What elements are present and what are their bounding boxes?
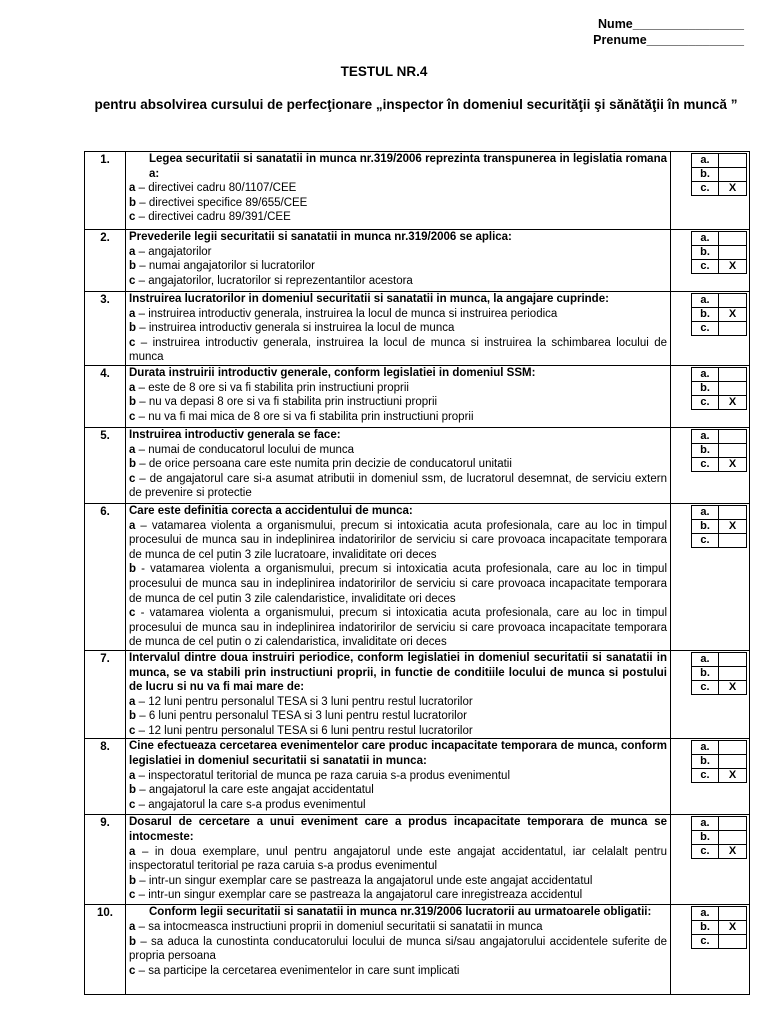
option-text: – numai de conducatorul locului de munca bbox=[135, 443, 355, 456]
answer-mark-box[interactable]: X bbox=[719, 395, 747, 409]
prenume-field[interactable]: Prenume______________ bbox=[593, 33, 744, 47]
answer-mark-box[interactable] bbox=[719, 652, 747, 666]
option-text: - vatamarea violenta a organismului, precum si intoxicatia acuta profesionala, care au loc in timpul procesului de munca sau in indeplinirea indatoririlor de serviciu si care provoaca incapacitate temporara de munca de cel putin o zi calendaristica, invaliditate ori deces bbox=[129, 607, 667, 649]
option-letter: b bbox=[129, 396, 137, 409]
answer-row bbox=[692, 443, 747, 457]
question-body bbox=[126, 427, 671, 503]
question-body bbox=[126, 503, 671, 650]
question-row bbox=[85, 739, 750, 815]
question-body bbox=[126, 230, 671, 292]
option-letter: c bbox=[129, 410, 136, 423]
answer-row bbox=[692, 260, 747, 274]
question-row bbox=[85, 427, 750, 503]
answer-mark-box[interactable]: X bbox=[719, 769, 747, 783]
option-text: – instruirea introductiv generala, instruirea la locul de munca si instruirea la schimbarea locului de munca bbox=[129, 336, 667, 364]
question-text: Intervalul dintre doua instruiri periodice, conform legislatiei in domeniul securitatii si sanatatii in munca, se va stabili prin instructiuni proprii, in functie de conditiile locului de munca si postului de lucru si nu va fi mai mare de: bbox=[129, 651, 667, 694]
option-b bbox=[129, 395, 667, 410]
answer-cell bbox=[671, 650, 750, 739]
question-row bbox=[85, 152, 750, 230]
answer-letter: b. bbox=[692, 381, 719, 395]
option-letter: b bbox=[129, 196, 137, 209]
answer-grid bbox=[691, 652, 747, 695]
answer-mark-box[interactable] bbox=[719, 666, 747, 680]
option-text: – directivei cadru 89/391/CEE bbox=[135, 211, 291, 224]
answer-mark-box[interactable] bbox=[719, 322, 747, 336]
question-body bbox=[126, 292, 671, 366]
option-text: – de angajatorul care si-a asumat atributii in domeniul ssm, de lucratorul desemnat, de serviciu extern de prevenire si protectie bbox=[129, 472, 667, 500]
answer-mark-box[interactable]: X bbox=[719, 457, 747, 471]
answer-row bbox=[692, 907, 747, 921]
answer-letter: a. bbox=[692, 741, 719, 755]
option-text: – sa participe la cercetarea evenimentelor in care sunt implicati bbox=[135, 964, 460, 977]
answer-letter: a. bbox=[692, 294, 719, 308]
answer-letter: b. bbox=[692, 921, 719, 935]
answer-grid bbox=[691, 231, 747, 274]
answer-letter: a. bbox=[692, 429, 719, 443]
answer-mark-box[interactable] bbox=[719, 154, 747, 168]
option-text: – directivei specifice 89/655/CEE bbox=[136, 196, 308, 209]
option-c bbox=[129, 798, 667, 813]
option-text: – 12 luni pentru personalul TESA si 3 luni pentru restul lucratorilor bbox=[135, 695, 473, 708]
question-text: Instruirea lucratorilor in domeniul securitatii si sanatatii in munca, la angajare cuprinde: bbox=[129, 293, 609, 305]
option-a bbox=[129, 695, 667, 710]
answer-letter: c. bbox=[692, 322, 719, 336]
answer-cell bbox=[671, 365, 750, 427]
answer-grid bbox=[691, 816, 747, 859]
option-letter: c bbox=[129, 889, 136, 902]
option-letter: c bbox=[129, 274, 136, 287]
answer-row bbox=[692, 755, 747, 769]
option-b bbox=[129, 709, 667, 724]
answer-row bbox=[692, 519, 747, 533]
answer-letter: c. bbox=[692, 769, 719, 783]
answer-row bbox=[692, 322, 747, 336]
option-text: – 6 luni pentru personalul TESA si 3 luni pentru restul lucratorilor bbox=[136, 710, 467, 723]
option-a bbox=[129, 519, 667, 563]
answer-row bbox=[692, 429, 747, 443]
answer-letter: c. bbox=[692, 260, 719, 274]
question-number: 3. bbox=[85, 292, 126, 366]
option-text: – este de 8 ore si va fi stabilita prin instructiuni proprii bbox=[135, 381, 409, 394]
answer-mark-box[interactable]: X bbox=[719, 519, 747, 533]
answer-mark-box[interactable]: X bbox=[719, 921, 747, 935]
answer-mark-box[interactable] bbox=[719, 755, 747, 769]
answer-row bbox=[692, 741, 747, 755]
answer-cell bbox=[671, 815, 750, 905]
answer-row bbox=[692, 395, 747, 409]
question-text: Prevederile legii securitatii si sanatatii in munca nr.319/2006 se aplica: bbox=[129, 231, 512, 243]
option-b bbox=[129, 259, 667, 274]
question-number: 7. bbox=[85, 650, 126, 739]
answer-letter: a. bbox=[692, 652, 719, 666]
option-letter: b bbox=[129, 935, 137, 948]
option-text: – 12 luni pentru personalul TESA si 6 luni pentru restul lucratorilor bbox=[135, 724, 473, 737]
answer-letter: c. bbox=[692, 457, 719, 471]
option-text: – intr-un singur exemplar care se pastreaza la angajatorul unde este angajat accidentatul bbox=[136, 874, 593, 887]
answer-row bbox=[692, 769, 747, 783]
answer-mark-box[interactable] bbox=[719, 831, 747, 845]
answer-row bbox=[692, 367, 747, 381]
option-b bbox=[129, 935, 667, 964]
answer-letter: c. bbox=[692, 533, 719, 547]
student-fields bbox=[593, 16, 744, 48]
question-text: Cine efectueaza cercetarea evenimentelor care produc incapacitate temporara de munca, conform legislatiei in domeniul securitatii si sanatatii in munca: bbox=[129, 740, 667, 768]
question-body bbox=[126, 152, 671, 230]
question-body bbox=[126, 815, 671, 905]
answer-mark-box[interactable] bbox=[719, 935, 747, 949]
question-row bbox=[85, 365, 750, 427]
answer-letter: c. bbox=[692, 935, 719, 949]
question-body bbox=[126, 365, 671, 427]
answer-row bbox=[692, 457, 747, 471]
option-text: - vatamarea violenta a organismului, precum si intoxicatia acuta profesionala, care au loc in timpul procesului de munca sau in indeplinirea indatoririlor de serviciu si care provoaca incapacitate temporara de munca de cel putin 3 zile calendaristice, invaliditate ori deces bbox=[129, 563, 667, 605]
questions-table bbox=[84, 151, 750, 995]
option-c bbox=[129, 210, 667, 225]
answer-mark-box[interactable] bbox=[719, 367, 747, 381]
answer-row bbox=[692, 232, 747, 246]
answer-letter: a. bbox=[692, 154, 719, 168]
test-subtitle: pentru absolvirea cursului de perfecţionare „inspector în domeniul securităţii şi sănătăţii în muncă ” bbox=[94, 97, 738, 112]
option-c bbox=[129, 410, 667, 425]
option-letter: a bbox=[129, 769, 136, 782]
answer-cell bbox=[671, 905, 750, 995]
question-text: Dosarul de cercetare a unui eveniment care a produs incapacitate temporara de munca se intocmeste: bbox=[129, 816, 667, 844]
answer-letter: b. bbox=[692, 755, 719, 769]
question-text: Conform legii securitatii si sanatatii in munca nr.319/2006 lucratorii au urmatoarele obligatii: bbox=[149, 906, 652, 919]
answer-letter: a. bbox=[692, 907, 719, 921]
option-a bbox=[129, 769, 667, 784]
option-letter: a bbox=[129, 443, 136, 456]
answer-letter: c. bbox=[692, 845, 719, 859]
answer-row bbox=[692, 381, 747, 395]
answer-mark-box[interactable] bbox=[719, 168, 747, 182]
question-body bbox=[126, 905, 671, 995]
question-text: Legea securitatii si sanatatii in munca nr.319/2006 reprezinta transpunerea in legislatia romana a: bbox=[149, 153, 667, 180]
answer-cell bbox=[671, 292, 750, 366]
question-number: 8. bbox=[85, 739, 126, 815]
answer-letter: b. bbox=[692, 443, 719, 457]
option-c bbox=[129, 964, 667, 979]
question-text: Instruirea introductiv generala se face: bbox=[129, 428, 341, 441]
answer-letter: a. bbox=[692, 232, 719, 246]
option-letter: c bbox=[129, 472, 136, 485]
answer-mark-box[interactable] bbox=[719, 232, 747, 246]
answer-letter: a. bbox=[692, 505, 719, 519]
question-body bbox=[126, 739, 671, 815]
answer-row bbox=[692, 505, 747, 519]
option-c bbox=[129, 274, 667, 289]
option-b bbox=[129, 874, 667, 889]
question-number: 9. bbox=[85, 815, 126, 905]
answer-mark-box[interactable] bbox=[719, 907, 747, 921]
answer-letter: c. bbox=[692, 395, 719, 409]
answer-mark-box[interactable]: X bbox=[719, 260, 747, 274]
answer-mark-box[interactable] bbox=[719, 817, 747, 831]
answer-mark-box[interactable] bbox=[719, 443, 747, 457]
answer-grid bbox=[691, 740, 747, 783]
option-letter: c bbox=[129, 607, 136, 620]
option-text: – angajatorul la care este angajat accidentatul bbox=[136, 784, 374, 797]
question-number: 4. bbox=[85, 365, 126, 427]
option-text: – inspectoratul teritorial de munca pe raza caruia s-a produs evenimentul bbox=[135, 769, 510, 782]
test-title: TESTUL NR.4 bbox=[340, 64, 428, 79]
question-text: Care este definitia corecta a accidentului de munca: bbox=[129, 504, 413, 517]
answer-row bbox=[692, 182, 747, 196]
option-c bbox=[129, 472, 667, 501]
option-text: – angajatorilor, lucratorilor si reprezentantilor acestora bbox=[135, 274, 413, 287]
answer-row bbox=[692, 533, 747, 547]
answer-row bbox=[692, 921, 747, 935]
option-text: – numai angajatorilor si lucratorilor bbox=[136, 260, 315, 273]
answer-mark-box[interactable] bbox=[719, 533, 747, 547]
option-letter: a bbox=[129, 845, 136, 858]
option-text: – sa intocmeasca instructiuni proprii in domeniul securitatii si sanatatii in munca bbox=[135, 921, 543, 934]
option-letter: a bbox=[129, 307, 136, 320]
answer-mark-box[interactable] bbox=[719, 741, 747, 755]
option-text: – intr-un singur exemplar care se pastreaza la angajatorul care inregistreaza accidentul bbox=[135, 889, 583, 902]
answer-mark-box[interactable]: X bbox=[719, 308, 747, 322]
option-letter: a bbox=[129, 695, 136, 708]
answer-mark-box[interactable]: X bbox=[719, 845, 747, 859]
question-number: 1. bbox=[85, 152, 126, 230]
question-number: 5. bbox=[85, 427, 126, 503]
question-row bbox=[85, 905, 750, 995]
answer-cell bbox=[671, 427, 750, 503]
answer-row bbox=[692, 680, 747, 694]
question-row bbox=[85, 503, 750, 650]
answer-mark-box[interactable]: X bbox=[719, 680, 747, 694]
option-text: – angajatorilor bbox=[135, 245, 212, 258]
question-row bbox=[85, 230, 750, 292]
answer-letter: c. bbox=[692, 182, 719, 196]
answer-letter: b. bbox=[692, 168, 719, 182]
option-c bbox=[129, 606, 667, 650]
option-a bbox=[129, 443, 667, 458]
answer-row bbox=[692, 294, 747, 308]
option-text: – directivei cadru 80/1107/CEE bbox=[135, 182, 297, 195]
answer-mark-box[interactable]: X bbox=[719, 182, 747, 196]
option-letter: b bbox=[129, 710, 137, 723]
option-a bbox=[129, 920, 667, 935]
option-a bbox=[129, 245, 667, 260]
option-letter: b bbox=[129, 784, 137, 797]
answer-grid bbox=[691, 293, 747, 336]
option-b bbox=[129, 783, 667, 798]
answer-row bbox=[692, 308, 747, 322]
answer-row bbox=[692, 168, 747, 182]
option-letter: c bbox=[129, 336, 136, 349]
nume-field[interactable]: Nume________________ bbox=[598, 17, 744, 31]
option-text: – nu va depasi 8 ore si va fi stabilita prin instructiuni proprii bbox=[136, 396, 438, 409]
option-letter: b bbox=[129, 260, 137, 273]
question-number: 10. bbox=[85, 905, 126, 995]
answer-mark-box[interactable] bbox=[719, 381, 747, 395]
answer-letter: b. bbox=[692, 519, 719, 533]
answer-row bbox=[692, 154, 747, 168]
option-letter: c bbox=[129, 798, 136, 811]
answer-row bbox=[692, 666, 747, 680]
option-text: – angajatorul la care s-a produs evenimentul bbox=[135, 798, 366, 811]
option-a bbox=[129, 845, 667, 874]
option-letter: a bbox=[129, 182, 136, 195]
answer-mark-box[interactable] bbox=[719, 294, 747, 308]
answer-letter: a. bbox=[692, 817, 719, 831]
question-row bbox=[85, 650, 750, 739]
option-text: – vatamarea violenta a organismului, precum si intoxicatia acuta profesionala, care au loc in timpul procesului de munca sau in indeplinirea indatoririlor de serviciu si care provoaca incapacitate temporara de munca de cel putin 3 zile lucratoare, invaliditate ori deces bbox=[129, 519, 667, 561]
answer-letter: a. bbox=[692, 367, 719, 381]
option-text: – instruirea introductiv generala, instruirea la locul de munca si instruirea periodica bbox=[135, 307, 558, 320]
option-letter: a bbox=[129, 519, 136, 532]
answer-letter: b. bbox=[692, 666, 719, 680]
option-text: – nu va fi mai mica de 8 ore si va fi stabilita prin instructiuni proprii bbox=[135, 410, 474, 423]
answer-mark-box[interactable] bbox=[719, 505, 747, 519]
answer-cell bbox=[671, 739, 750, 815]
option-c bbox=[129, 336, 667, 365]
option-c bbox=[129, 724, 667, 739]
option-text: – instruirea introductiv generala si instruirea la locul de munca bbox=[136, 322, 455, 335]
answer-letter: b. bbox=[692, 246, 719, 260]
answer-grid bbox=[691, 429, 747, 472]
answer-mark-box[interactable] bbox=[719, 429, 747, 443]
answer-letter: b. bbox=[692, 831, 719, 845]
question-text: Durata instruirii introductiv generale, conform legislatiei in domeniul SSM: bbox=[129, 366, 536, 379]
option-letter: c bbox=[129, 724, 136, 737]
option-b bbox=[129, 562, 667, 606]
option-letter: b bbox=[129, 874, 137, 887]
answer-letter: c. bbox=[692, 680, 719, 694]
answer-row bbox=[692, 246, 747, 260]
option-c bbox=[129, 888, 667, 903]
answer-cell bbox=[671, 152, 750, 230]
question-row bbox=[85, 292, 750, 366]
option-text: – de orice persoana care este numita prin decizie de conducatorul unitatii bbox=[136, 458, 512, 471]
option-a bbox=[129, 381, 667, 396]
answer-grid bbox=[691, 367, 747, 410]
option-b bbox=[129, 457, 667, 472]
option-text: – in doua exemplare, unul pentru angajatorul unde este angajat accidentatul, iar celalalt pentru inspectoratul teritorial pe raza caruia s-a produs evenimentul bbox=[129, 845, 667, 873]
answer-cell bbox=[671, 503, 750, 650]
option-b bbox=[129, 321, 667, 336]
answer-row bbox=[692, 831, 747, 845]
option-a bbox=[129, 181, 667, 196]
option-letter: b bbox=[129, 563, 137, 576]
question-body bbox=[126, 650, 671, 739]
option-letter: b bbox=[129, 458, 137, 471]
option-letter: a bbox=[129, 245, 136, 258]
answer-row bbox=[692, 935, 747, 949]
answer-mark-box[interactable] bbox=[719, 246, 747, 260]
question-number: 6. bbox=[85, 503, 126, 650]
answer-grid bbox=[691, 153, 747, 196]
option-letter: a bbox=[129, 921, 136, 934]
option-letter: c bbox=[129, 211, 136, 224]
answer-row bbox=[692, 845, 747, 859]
option-a bbox=[129, 307, 667, 322]
option-letter: b bbox=[129, 322, 137, 335]
option-text: – sa aduca la cunostinta conducatorului locului de munca si/sau angajatorului accidentele suferite de propria persoana bbox=[129, 935, 667, 963]
answer-grid bbox=[691, 906, 747, 949]
answer-letter: b. bbox=[692, 308, 719, 322]
answer-grid bbox=[691, 505, 747, 548]
answer-row bbox=[692, 652, 747, 666]
question-row bbox=[85, 815, 750, 905]
option-b bbox=[129, 196, 667, 211]
question-number: 2. bbox=[85, 230, 126, 292]
answer-cell bbox=[671, 230, 750, 292]
option-letter: c bbox=[129, 964, 136, 977]
option-letter: a bbox=[129, 381, 136, 394]
answer-row bbox=[692, 817, 747, 831]
